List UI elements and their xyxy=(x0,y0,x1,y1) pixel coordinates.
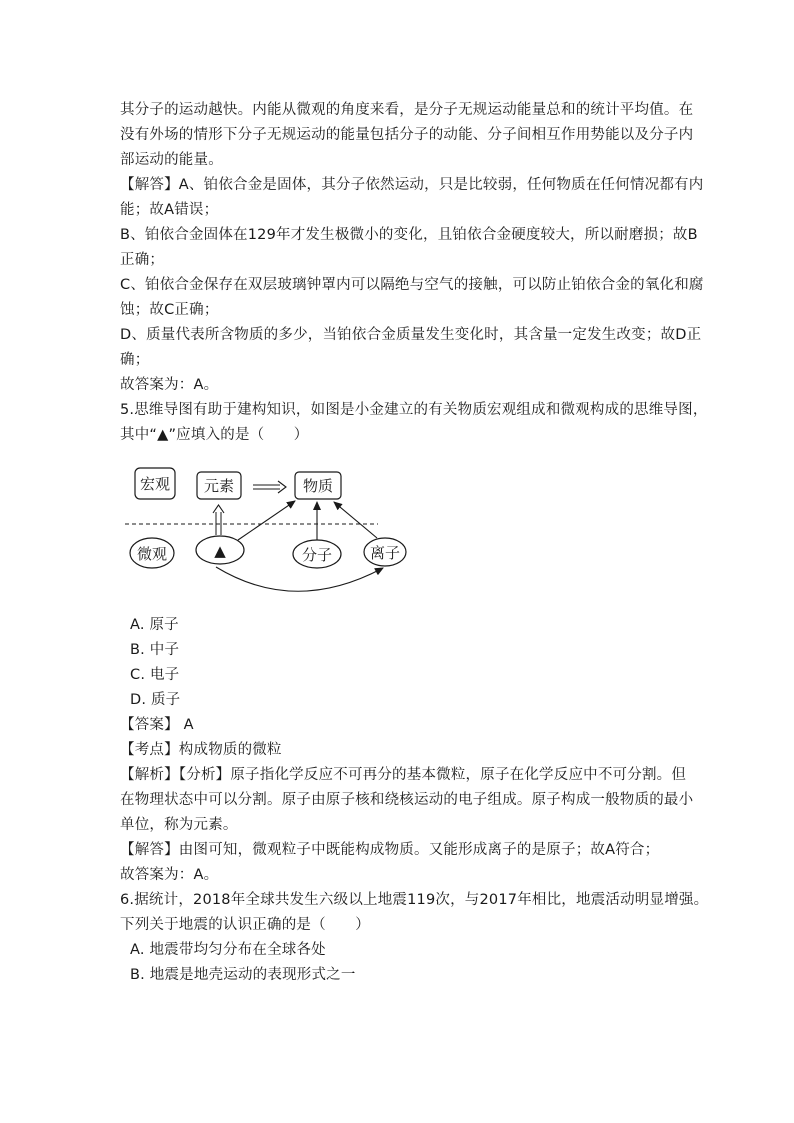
text-line: 【解答】A、铂依合金是固体，其分子依然运动，只是比较弱，任何物质在任何情况都有内 xyxy=(120,177,704,193)
text-line: 确； xyxy=(120,352,150,368)
text-line: B、铂依合金固体在129年才发生极微小的变化，且铂依合金硬度较大，所以耐磨损；故B xyxy=(120,227,698,243)
substance-label: 物质 xyxy=(302,477,334,495)
element-to-substance-arrow xyxy=(253,481,286,493)
topic-line: 【考点】构成物质的微粒 xyxy=(120,742,282,758)
triangle-to-element-arrow xyxy=(213,505,224,535)
text-line: C、铂依合金保存在双层玻璃钟罩内可以隔绝与空气的接触，可以防止铂依合金的氧化和腐 xyxy=(120,277,704,293)
option-d: D. 质子 xyxy=(130,692,181,708)
question-6-stem: 6.据统计，2018年全球共发生六级以上地震119次，与2017年相比，地震活动明显增强。 xyxy=(120,892,709,908)
analysis-line: 在物理状态中可以分割。原子由原子核和绕核运动的电子组成。原子构成一般物质的最小 xyxy=(120,792,694,808)
question-5-stem: 其中“▲”应填入的是（ ） xyxy=(120,427,309,443)
solution-line: 【解答】由图可知，微观粒子中既能构成物质。又能形成离子的是原子；故A符合； xyxy=(120,842,660,858)
element-label: 元素 xyxy=(203,477,235,495)
ion-to-substance-arrow xyxy=(334,502,377,538)
substance-box xyxy=(295,472,341,499)
text-line: 部运动的能量。 xyxy=(120,152,223,168)
triangle-to-ion-arrow xyxy=(216,567,383,591)
text-line: D、质量代表所含物质的多少，当铂依合金质量发生变化时，其含量一定发生改变；故D正 xyxy=(120,327,702,343)
solution-line: 故答案为：A。 xyxy=(120,867,219,883)
triangle-blank: ▲ xyxy=(214,542,226,560)
ion-ellipse xyxy=(364,538,406,566)
macro-box xyxy=(135,468,175,499)
analysis-line: 单位，称为元素。 xyxy=(120,817,238,833)
molecule-ellipse xyxy=(293,540,341,568)
q6-option-b: B. 地震是地壳运动的表现形式之一 xyxy=(130,967,356,983)
answer-line: 【答案】 A xyxy=(120,717,194,733)
question-5-stem: 5.思维导图有助于建构知识，如图是小金建立的有关物质宏观组成和微观构成的思维导图， xyxy=(120,402,708,418)
text-line: 蚀；故C正确； xyxy=(120,302,219,318)
molecule-label: 分子 xyxy=(301,546,333,564)
triangle-ellipse xyxy=(196,536,244,564)
mind-map-diagram xyxy=(120,455,420,605)
micro-ellipse xyxy=(130,538,174,568)
text-line: 正确； xyxy=(120,252,165,268)
analysis-line: 【解析】【分析】原子指化学反应不可再分的基本微粒，原子在化学反应中不可分割。但 xyxy=(120,767,687,783)
text-line: 能；故A错误； xyxy=(120,202,219,218)
macro-label: 宏观 xyxy=(139,475,171,493)
element-box xyxy=(197,472,241,499)
option-b: B. 中子 xyxy=(130,642,180,658)
text-line: 故答案为：A。 xyxy=(120,377,219,393)
text-line: 其分子的运动越快。内能从微观的角度来看，是分子无规运动能量总和的统计平均值。在 xyxy=(120,102,694,118)
micro-label: 微观 xyxy=(136,545,168,563)
ion-label: 离子 xyxy=(369,544,401,562)
triangle-to-substance-arrow xyxy=(238,501,295,540)
text-line: 没有外场的情形下分子无规运动的能量包括分子的动能、分子间相互作用势能以及分子内 xyxy=(120,127,694,143)
question-6-stem: 下列关于地震的认识正确的是（ ） xyxy=(120,917,370,933)
option-a: A. 原子 xyxy=(130,617,179,633)
option-c: C. 电子 xyxy=(130,667,180,683)
q6-option-a: A. 地震带均匀分布在全球各处 xyxy=(130,942,326,958)
